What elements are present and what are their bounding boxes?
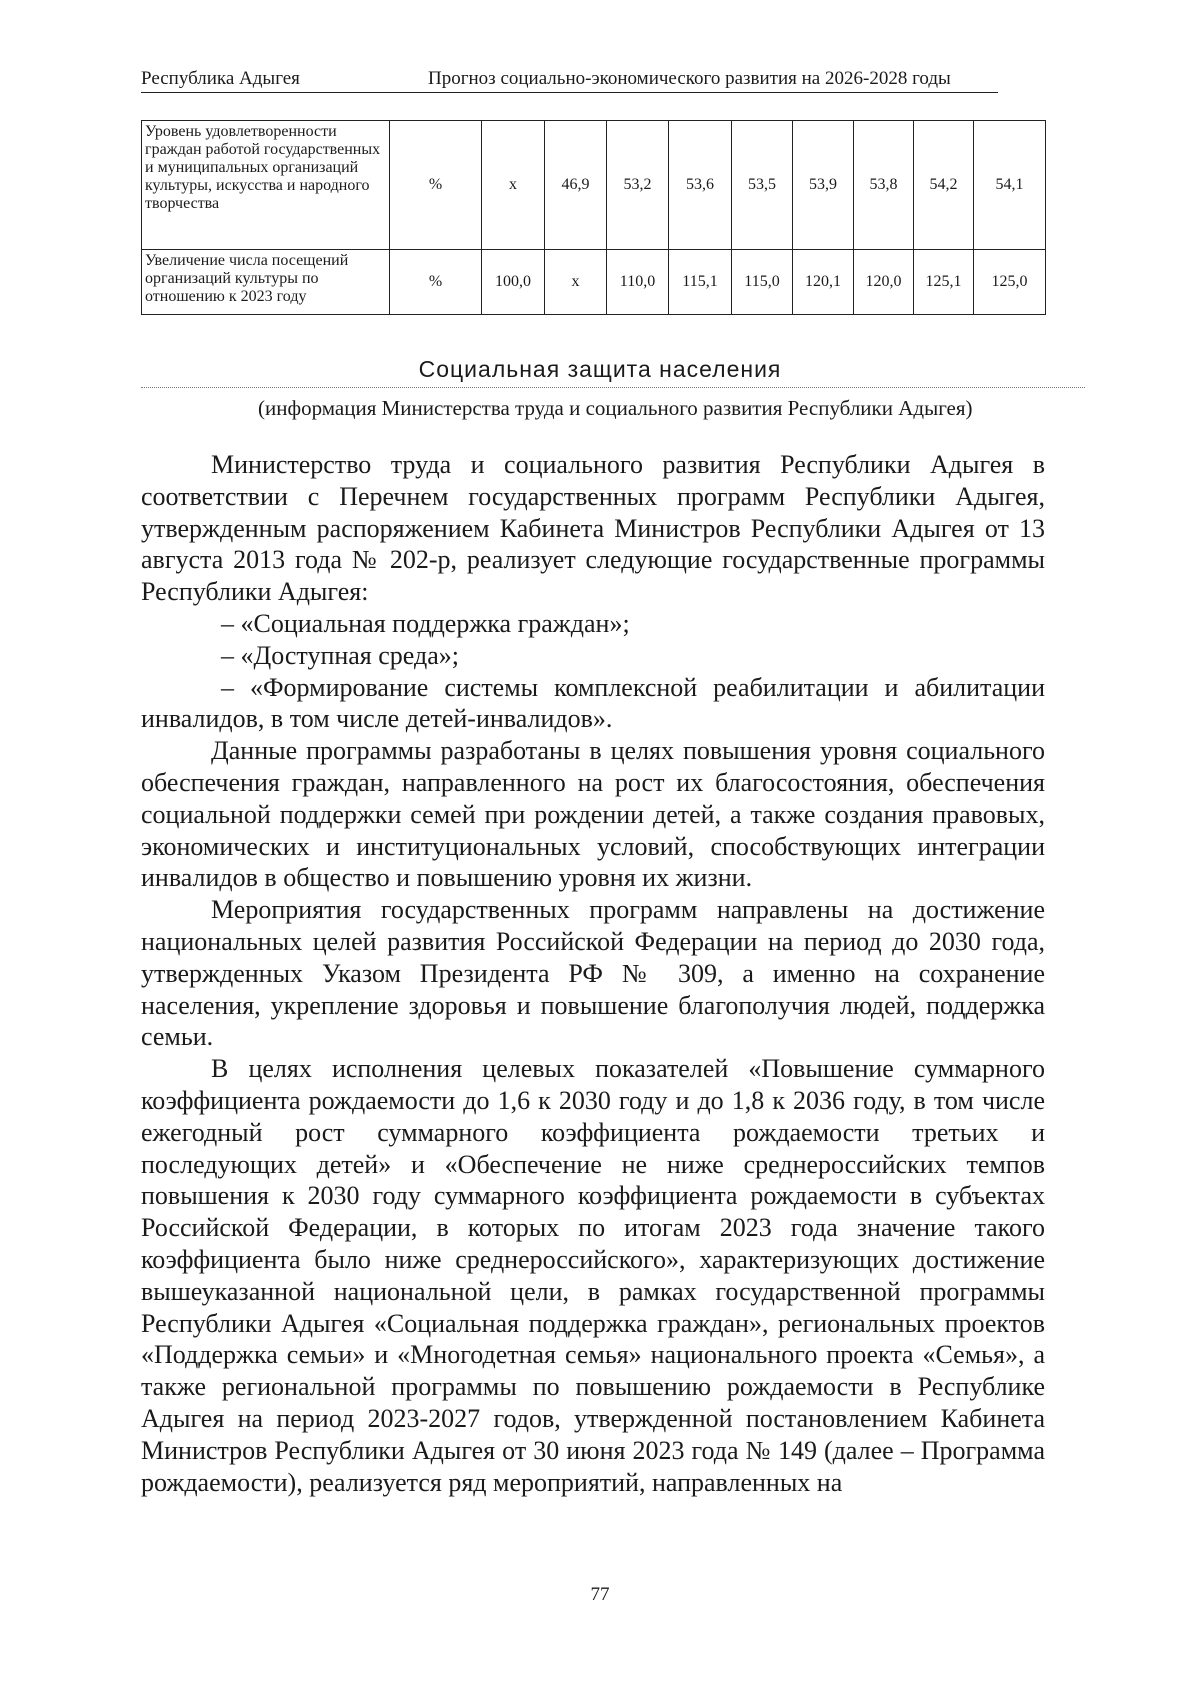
running-header <box>141 66 998 93</box>
table-cell: 53,6 <box>669 121 732 250</box>
header-document-title: Прогноз социально-экономического развития на 2026-2028 годы <box>428 68 951 89</box>
table-cell: 53,8 <box>854 121 914 250</box>
page-number: 77 <box>590 1584 610 1605</box>
list-item: – «Доступная среда»; <box>221 640 459 670</box>
table-row <box>142 121 1046 250</box>
list-item: – «Социальная поддержка граждан»; <box>221 608 630 638</box>
table-cell: 54,1 <box>974 121 1046 250</box>
table-cell: 54,2 <box>914 121 974 250</box>
table-cell: х <box>482 121 545 250</box>
header-region: Республика Адыгея <box>141 68 300 89</box>
table-cell: 125,0 <box>974 250 1046 315</box>
table-cell: 46,9 <box>545 121 607 250</box>
section-subtitle: (информация Министерства труда и социального развития Республики Адыгея) <box>258 396 973 420</box>
indicator-unit: % <box>390 121 482 250</box>
paragraph: В целях исполнения целевых показателей «Повышение суммарного коэффициента рождаемости до 1,6 к 2030 году и до 1,8 к 2036 году, в том числе ежегодный рост суммарного коэффициента рождаемости третьих и последующих детей» и «Обеспечение не ниже среднероссийских темпов повышения к 2030 году суммарного коэффициента рождаемости в субъектах Российской Федерации, в которых по итогам 2023 года значение такого коэффициента было ниже среднероссийского», характеризующих достижение вышеуказанной национальной цели, в рамках государственной программы Республики Адыгея «Социальная поддержка граждан», региональных проектов «Поддержка семьи» и «Многодетная семья» национального проекта «Семья», а также региональной программы по повышению рождаемости в Республике Адыгея на период 2023-2027 годов, утвержденной постановлением Кабинета Министров Республики Адыгея от 30 июня 2023 года № 149 (далее – Программа рождаемости), реализуется ряд мероприятий, направленных на <box>141 1054 1045 1497</box>
table-cell: 53,2 <box>607 121 669 250</box>
table-cell: 115,1 <box>669 250 732 315</box>
table-cell: 110,0 <box>607 250 669 315</box>
table-cell: х <box>545 250 607 315</box>
section-title: Социальная защита населения <box>418 356 782 382</box>
body-text <box>141 449 1045 1498</box>
indicator-name: Увеличение числа посещений организаций культуры по отношению к 2023 году <box>142 250 390 315</box>
list-item: – «Формирование системы комплексной реабилитации и абилитации инвалидов, в том числе детей-инвалидов». <box>141 672 1045 734</box>
paragraph: Данные программы разработаны в целях повышения уровня социального обеспечения граждан, направленного на рост их благосостояния, обеспечения социальной поддержки семей при рождении детей, а также создания правовых, экономических и институциональных условий, способствующих интеграции инвалидов в общество и повышению уровня их жизни. <box>141 736 1045 893</box>
table-cell: 53,9 <box>793 121 854 250</box>
table-cell: 53,5 <box>732 121 793 250</box>
paragraph: Министерство труда и социального развития Республики Адыгея в соответствии с Перечнем государственных программ Республики Адыгея, утвержденным распоряжением Кабинета Министров Республики Адыгея от 13 августа 2013 года № 202-р, реализует следующие государственные программы Республики Адыгея: <box>141 450 1045 607</box>
table-cell: 120,1 <box>793 250 854 315</box>
indicator-unit: % <box>390 250 482 315</box>
paragraph: Мероприятия государственных программ направлены на достижение национальных целей развития Российской Федерации на период до 2030 года, утвержденных Указом Президента РФ № 309, а именно на сохранение населения, укрепление здоровья и повышение благополучия людей, поддержка семьи. <box>141 895 1045 1052</box>
table-cell: 120,0 <box>854 250 914 315</box>
table-cell: 100,0 <box>482 250 545 315</box>
indicator-name: Уровень удовлетворенности граждан работой государственных и муниципальных организаций культуры, искусства и народного творчества <box>142 121 390 250</box>
section-divider <box>141 387 1085 388</box>
indicators-table <box>141 120 1046 315</box>
table-cell: 125,1 <box>914 250 974 315</box>
table-cell: 115,0 <box>732 250 793 315</box>
table-row <box>142 250 1046 315</box>
